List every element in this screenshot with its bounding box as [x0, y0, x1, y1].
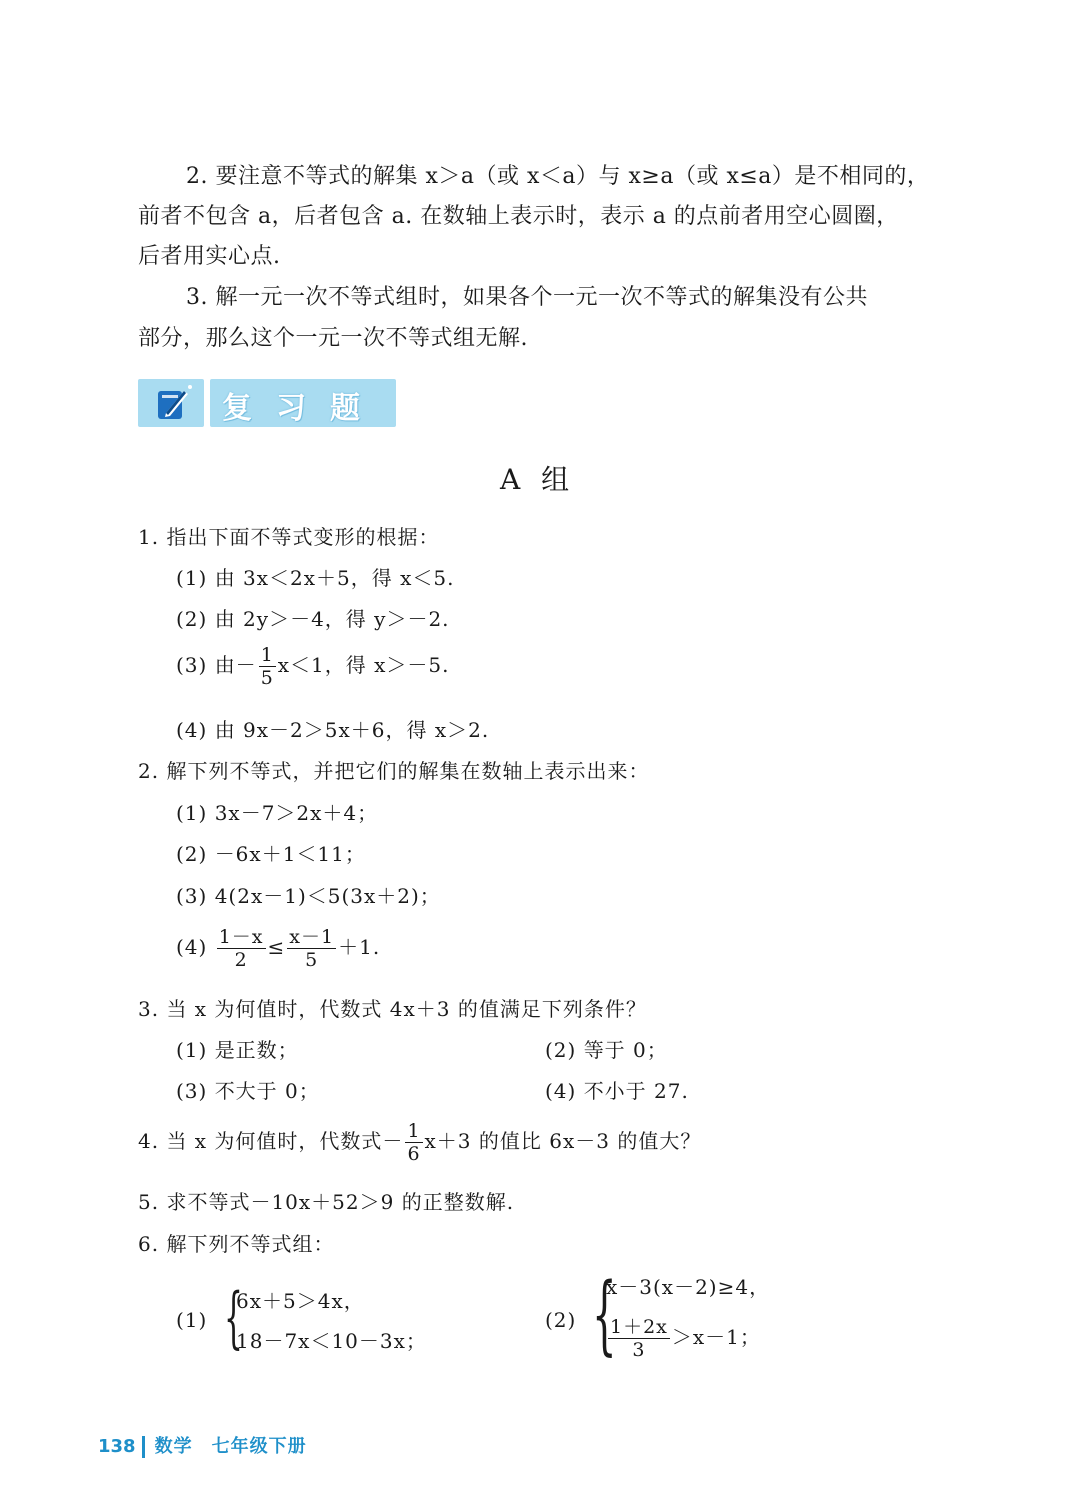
q6-system-2-label: (2) [545, 1308, 577, 1332]
q2-operator: ≤ [267, 935, 286, 959]
q2-item-4-tail: ＋1. [338, 935, 381, 959]
q1-fraction [259, 644, 276, 689]
q1-item-1: (1) 由 3x＜2x＋5，得 x＜5. [176, 566, 455, 590]
q3-item-2: (2) 等于 0； [545, 1038, 668, 1062]
pencil-notebook-icon [138, 379, 204, 427]
q4-fraction [405, 1120, 422, 1165]
q2-item-2: (2) －6x＋1＜11； [176, 842, 366, 866]
note-2-line-3: 后者用实心点. [138, 244, 281, 269]
q3-item-3: (3) 不大于 0； [176, 1079, 320, 1103]
q6-system-1-line-1: 6x＋5＞4x， [236, 1289, 365, 1313]
q1-fraction-denominator: 5 [260, 667, 274, 689]
q6-system-1-label: (1) [176, 1308, 208, 1332]
q6-system-2-brace: { [592, 1265, 617, 1365]
q6-system-2-line-1: x－3(x－2)≥4， [606, 1275, 771, 1299]
q2-stem: 2. 解下列不等式，并把它们的解集在数轴上表示出来： [138, 759, 650, 783]
q6-system-2-line-2 [606, 1316, 761, 1361]
q2-fraction-right [287, 926, 336, 971]
page-footer [98, 1432, 307, 1458]
note-2-line-2: 前者不包含 a，后者包含 a. 在数轴上表示时，表示 a 的点前者用空心圆圈， [138, 204, 899, 229]
q2-item-1: (1) 3x－7＞2x＋4； [176, 801, 379, 825]
q4-fraction-numerator: 1 [407, 1120, 421, 1142]
q3-item-4: (4) 不小于 27. [545, 1079, 689, 1103]
book-title: 数学 七年级下册 [154, 1436, 307, 1457]
q1-stem: 1. 指出下面不等式变形的根据： [138, 525, 440, 549]
note-2-line-1: 2. 要注意不等式的解集 x＞a（或 x＜a）与 x≥a（或 x≤a）是不相同的， [186, 164, 930, 189]
q4-suffix: x＋3 的值比 6x－3 的值大？ [424, 1129, 702, 1153]
q4-fraction-denominator: 6 [407, 1143, 421, 1165]
review-title: 复习题 [222, 391, 384, 426]
page-number: 138 [98, 1436, 136, 1457]
q4-prefix: 4. 当 x 为何值时，代数式－ [138, 1129, 404, 1153]
q2-fraction-right-denominator: 5 [305, 949, 319, 971]
q2-item-3: (3) 4(2x－1)＜5(3x＋2)； [176, 884, 441, 908]
q2-item-4 [176, 926, 380, 971]
q5-text: 5. 求不等式－10x＋52＞9 的正整数解. [138, 1190, 515, 1214]
q2-fraction-right-numerator: x－1 [289, 926, 335, 948]
q3-stem: 3. 当 x 为何值时，代数式 4x＋3 的值满足下列条件？ [138, 997, 647, 1021]
q1-item-3-prefix: (3) 由－ [176, 653, 257, 677]
footer-divider [142, 1436, 145, 1458]
q6-system-1-line-2: 18－7x＜10－3x； [236, 1329, 427, 1353]
group-title: A 组 [500, 463, 576, 496]
q2-fraction-left-numerator: 1－x [218, 926, 264, 948]
q4-text [138, 1120, 701, 1165]
q1-fraction-numerator: 1 [260, 644, 274, 666]
q6-fraction-denominator: 3 [632, 1339, 646, 1361]
q6-system-1-brace: { [224, 1279, 243, 1356]
note-3-line-2: 部分，那么这个一元一次不等式组无解. [138, 326, 528, 351]
q1-item-4: (4) 由 9x－2＞5x＋6，得 x＞2. [176, 718, 490, 742]
q1-item-2: (2) 由 2y＞－4，得 y＞－2. [176, 607, 450, 631]
q6-stem: 6. 解下列不等式组： [138, 1232, 335, 1256]
q2-fraction-left-denominator: 2 [234, 949, 248, 971]
q6-system-2-tail: ＞x－1； [671, 1325, 761, 1349]
q1-item-3 [176, 644, 450, 689]
q1-item-3-suffix: x＜1，得 x＞－5. [277, 653, 450, 677]
q6-fraction [608, 1316, 670, 1361]
q3-item-1: (1) 是正数； [176, 1038, 299, 1062]
q2-item-4-label: (4) [176, 935, 208, 959]
note-3-line-1: 3. 解一元一次不等式组时，如果各个一元一次不等式的解集没有公共 [186, 285, 868, 310]
q6-fraction-numerator: 1＋2x [610, 1316, 668, 1338]
q2-fraction-left [217, 926, 266, 971]
